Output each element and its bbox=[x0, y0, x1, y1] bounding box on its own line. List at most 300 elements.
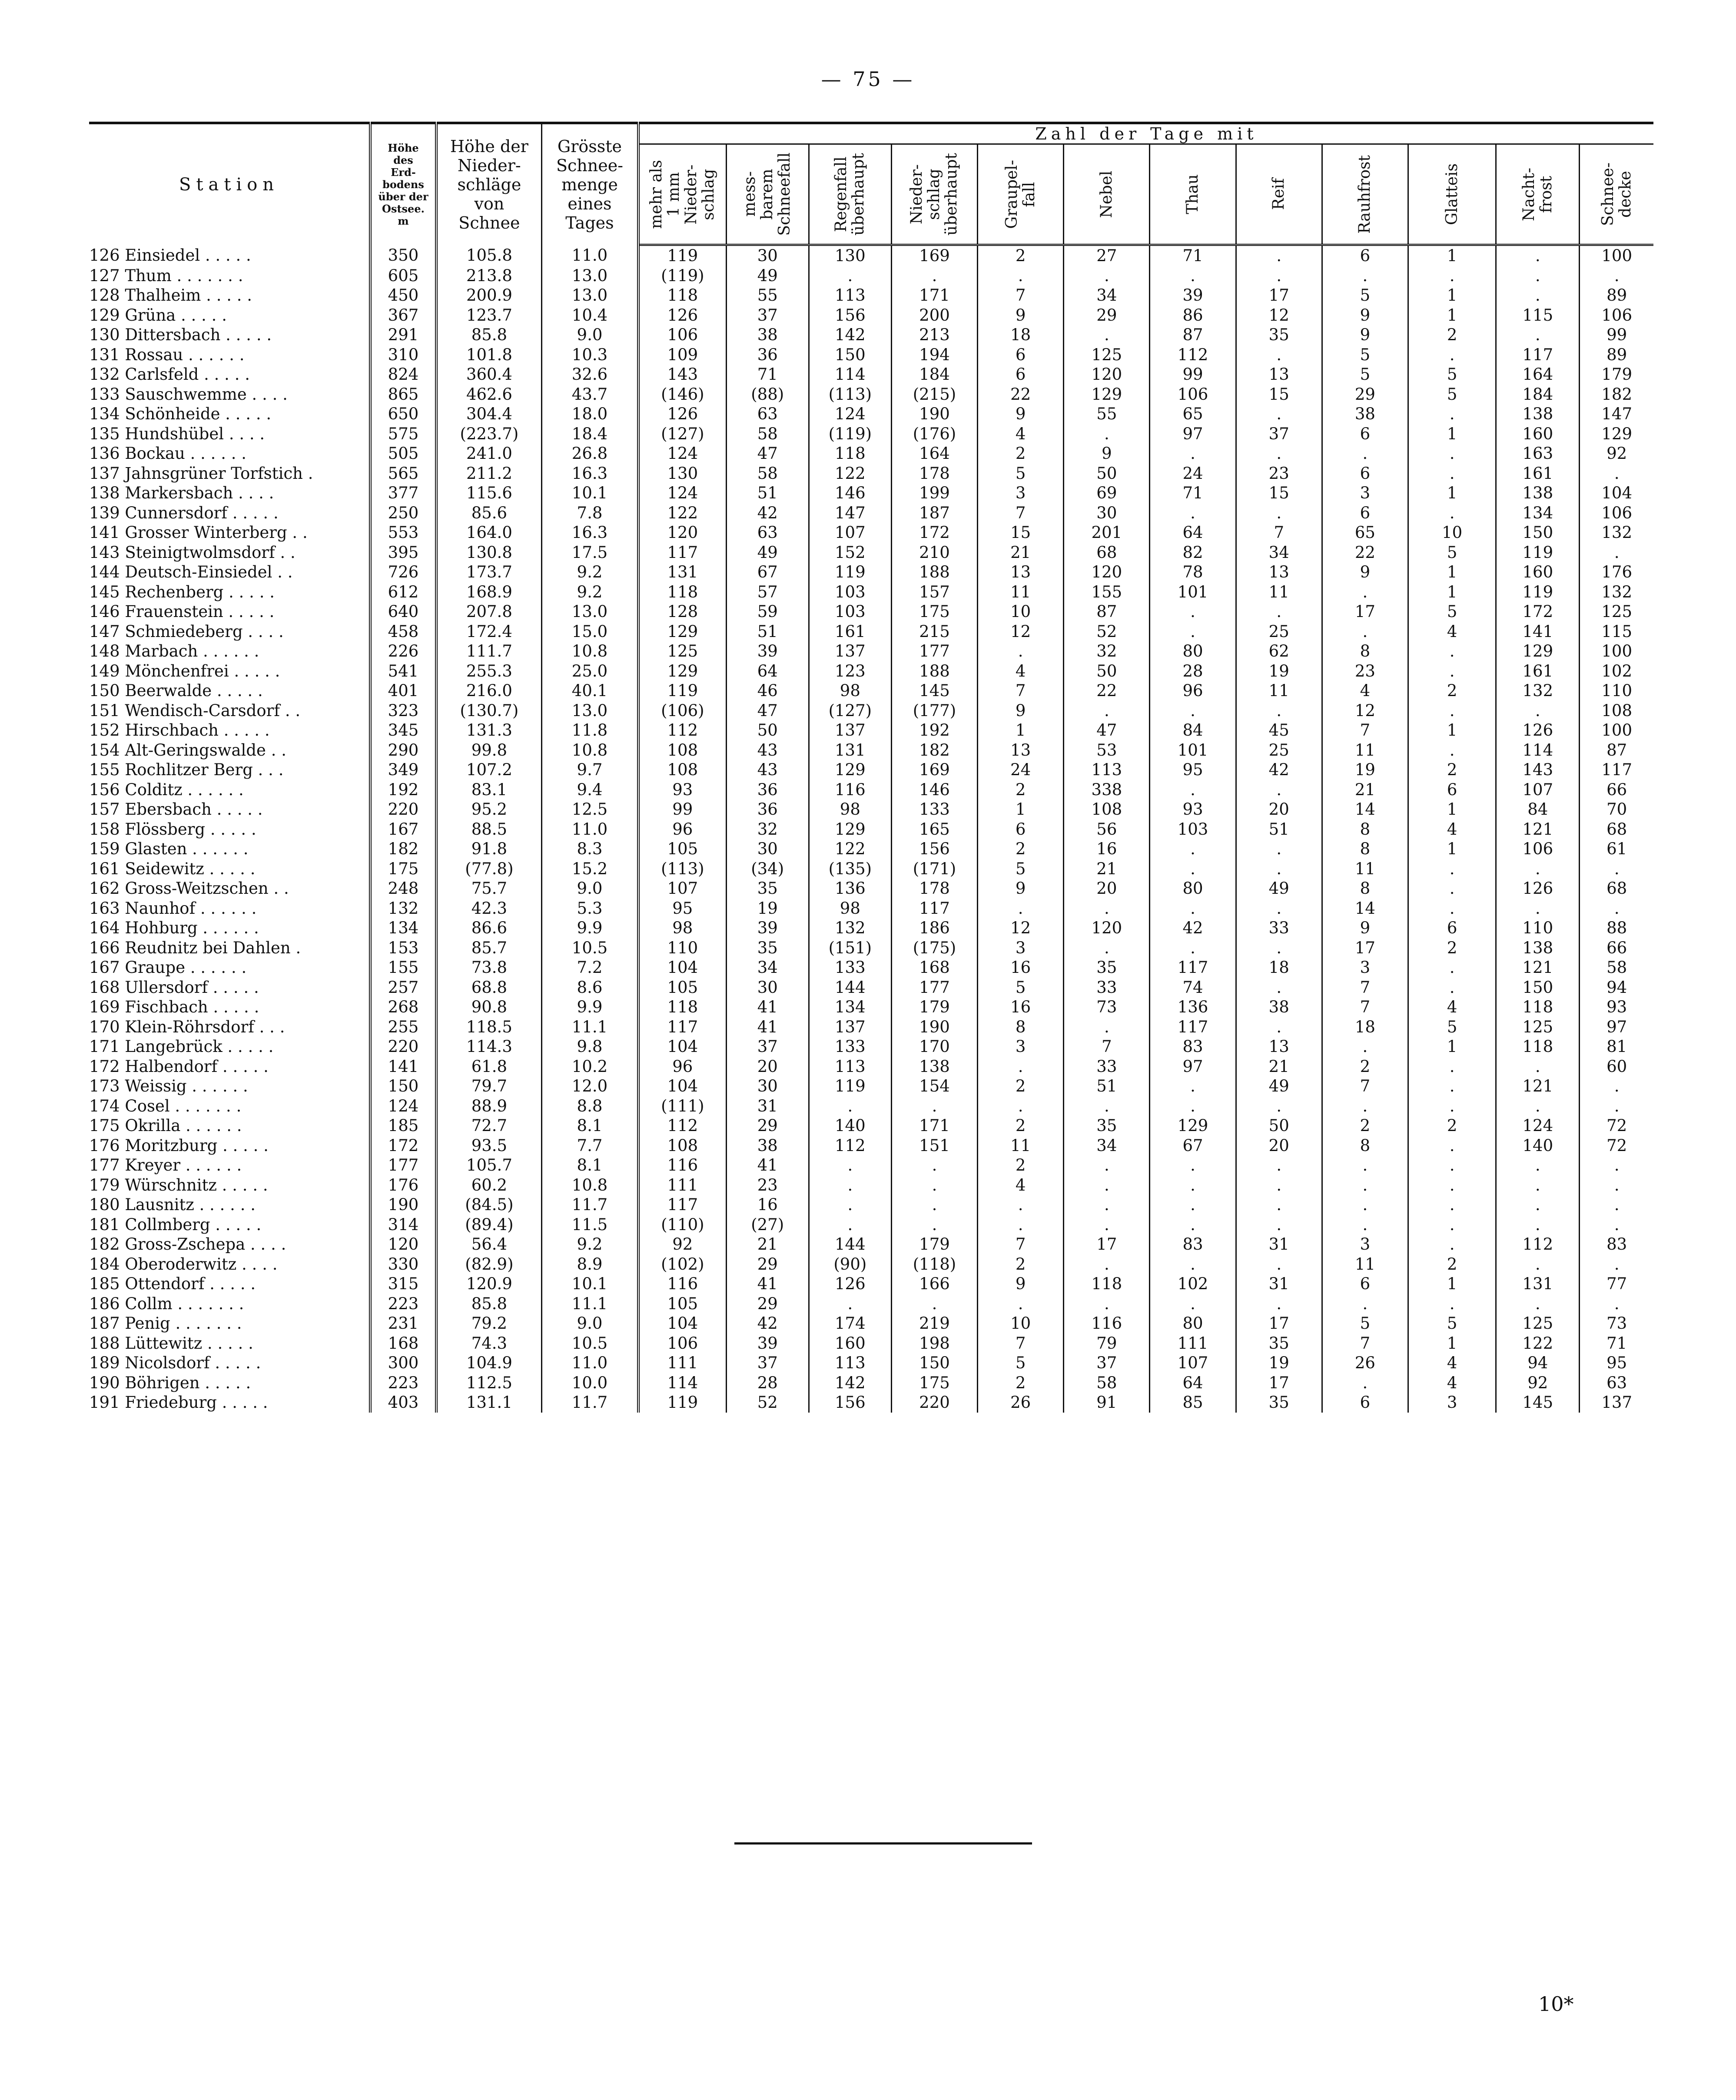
value-cell: . bbox=[809, 266, 891, 286]
value-cell: 104 bbox=[1580, 483, 1653, 503]
value-cell: 29 bbox=[1322, 385, 1408, 405]
value-cell: (118) bbox=[891, 1254, 977, 1274]
table-row bbox=[89, 523, 1653, 543]
value-cell: . bbox=[1580, 464, 1653, 484]
value-cell: 118 bbox=[638, 997, 726, 1017]
table-row bbox=[89, 483, 1653, 503]
value-cell: 77 bbox=[1580, 1274, 1653, 1294]
days-group-header: Zahl der Tage mit bbox=[638, 123, 1653, 144]
value-cell: 248 bbox=[370, 879, 436, 899]
station-name-cell: 149 Mönchenfrei . . . . . bbox=[89, 661, 280, 680]
value-cell: 146 bbox=[891, 780, 977, 800]
value-cell: 93 bbox=[1580, 997, 1653, 1017]
value-cell: 43.7 bbox=[542, 385, 638, 405]
value-cell: 1 bbox=[978, 800, 1064, 819]
value-cell: 37 bbox=[726, 1037, 809, 1057]
value-cell: 6 bbox=[1322, 424, 1408, 444]
station-name-cell: 157 Ebersbach . . . . . bbox=[89, 800, 263, 819]
snow-precip-header-text: Höhe der Nieder- schläge von Schnee bbox=[450, 136, 528, 232]
value-cell: 215 bbox=[891, 622, 977, 642]
value-cell: 1 bbox=[1408, 285, 1496, 305]
value-cell: 1 bbox=[1408, 1334, 1496, 1354]
value-cell: 132 bbox=[1580, 523, 1653, 543]
value-cell: . bbox=[809, 1155, 891, 1175]
value-cell: 12.5 bbox=[542, 800, 638, 819]
value-cell: 9 bbox=[978, 404, 1064, 424]
value-cell: 94 bbox=[1496, 1353, 1580, 1373]
value-cell: 105 bbox=[638, 1294, 726, 1314]
value-cell: 35 bbox=[1236, 1334, 1322, 1354]
value-cell: 330 bbox=[370, 1254, 436, 1274]
value-cell: 250 bbox=[370, 503, 436, 523]
value-cell: 116 bbox=[638, 1155, 726, 1175]
value-cell: 130 bbox=[638, 464, 726, 484]
table-row bbox=[89, 1294, 1653, 1314]
value-cell: . bbox=[1064, 701, 1150, 721]
value-cell: 35 bbox=[1064, 958, 1150, 978]
value-cell: 219 bbox=[891, 1314, 977, 1334]
value-cell: 132 bbox=[1496, 681, 1580, 701]
value-cell: . bbox=[891, 1294, 977, 1314]
value-cell: 31 bbox=[1236, 1274, 1322, 1294]
value-cell: 25.0 bbox=[542, 661, 638, 681]
value-cell: 125 bbox=[638, 641, 726, 661]
value-cell: 55 bbox=[726, 285, 809, 305]
table-row bbox=[89, 740, 1653, 760]
value-cell: 220 bbox=[370, 800, 436, 819]
value-cell: . bbox=[1580, 543, 1653, 563]
value-cell: 5 bbox=[1408, 543, 1496, 563]
value-cell: 92 bbox=[1496, 1373, 1580, 1393]
value-cell: . bbox=[1236, 1155, 1322, 1175]
value-cell: 350 bbox=[370, 245, 436, 266]
value-cell: . bbox=[1322, 622, 1408, 642]
value-cell: 16 bbox=[978, 958, 1064, 978]
value-cell: 185 bbox=[370, 1116, 436, 1136]
value-cell: . bbox=[1496, 1294, 1580, 1314]
value-cell: 21 bbox=[726, 1234, 809, 1254]
value-cell: 156 bbox=[809, 1393, 891, 1413]
value-cell: 136 bbox=[1150, 997, 1236, 1017]
value-cell: . bbox=[1408, 740, 1496, 760]
value-cell: 450 bbox=[370, 285, 436, 305]
value-cell: 129 bbox=[809, 760, 891, 780]
value-cell: . bbox=[1408, 404, 1496, 424]
value-cell: 128 bbox=[638, 602, 726, 622]
value-cell: 160 bbox=[1496, 562, 1580, 582]
value-cell: 131 bbox=[638, 562, 726, 582]
value-cell: 119 bbox=[638, 681, 726, 701]
value-cell: 9.7 bbox=[542, 760, 638, 780]
value-cell: 101 bbox=[1150, 582, 1236, 602]
value-cell: 10.8 bbox=[542, 1175, 638, 1195]
value-cell: 213 bbox=[891, 325, 977, 345]
bottom-rule bbox=[734, 1842, 1032, 1845]
value-cell: 97 bbox=[1580, 1017, 1653, 1037]
station-name-cell: 163 Naunhof . . . . . . bbox=[89, 899, 257, 918]
value-cell: . bbox=[891, 1155, 977, 1175]
footer-mark: 10* bbox=[1538, 1992, 1574, 2016]
value-cell: 117 bbox=[1150, 1017, 1236, 1037]
table-row bbox=[89, 424, 1653, 444]
value-cell: 178 bbox=[891, 464, 977, 484]
value-cell: . bbox=[978, 1215, 1064, 1235]
value-cell: 146 bbox=[809, 483, 891, 503]
value-cell: 9.2 bbox=[542, 582, 638, 602]
value-cell: 9 bbox=[978, 879, 1064, 899]
value-cell: 323 bbox=[370, 701, 436, 721]
table-row bbox=[89, 720, 1653, 740]
table-row bbox=[89, 245, 1653, 266]
value-cell: 30 bbox=[726, 978, 809, 998]
value-cell: 5 bbox=[978, 978, 1064, 998]
value-cell: . bbox=[1496, 1096, 1580, 1116]
value-cell: 29 bbox=[726, 1294, 809, 1314]
value-cell: 132 bbox=[809, 918, 891, 938]
value-cell: 11.1 bbox=[542, 1294, 638, 1314]
header-dew: Thau bbox=[1150, 144, 1236, 245]
value-cell: . bbox=[1322, 1175, 1408, 1195]
value-cell: 113 bbox=[1064, 760, 1150, 780]
value-cell: 80 bbox=[1150, 641, 1236, 661]
value-cell: 257 bbox=[370, 978, 436, 998]
station-name-cell: 145 Rechenberg . . . . . bbox=[89, 582, 275, 601]
value-cell: 107 bbox=[1496, 780, 1580, 800]
value-cell: 58 bbox=[1064, 1373, 1150, 1393]
value-cell: 175 bbox=[891, 602, 977, 622]
table-row bbox=[89, 839, 1653, 859]
value-cell: 13 bbox=[978, 562, 1064, 582]
value-cell: 118 bbox=[1064, 1274, 1150, 1294]
value-cell: (34) bbox=[726, 859, 809, 879]
value-cell: 1 bbox=[1408, 720, 1496, 740]
value-cell: 25 bbox=[1236, 740, 1322, 760]
value-cell: 17 bbox=[1236, 1373, 1322, 1393]
value-cell: 26.8 bbox=[542, 444, 638, 464]
value-cell: . bbox=[978, 1195, 1064, 1215]
value-cell: 138 bbox=[1496, 483, 1580, 503]
value-cell: 74 bbox=[1150, 978, 1236, 998]
value-cell: 9.4 bbox=[542, 780, 638, 800]
value-cell: 3 bbox=[978, 1037, 1064, 1057]
value-cell: 142 bbox=[809, 1373, 891, 1393]
value-cell: 119 bbox=[638, 1393, 726, 1413]
value-cell: 9 bbox=[978, 1274, 1064, 1294]
value-cell: . bbox=[1150, 602, 1236, 622]
value-cell: 126 bbox=[809, 1274, 891, 1294]
value-cell: 5 bbox=[1322, 1314, 1408, 1334]
value-cell: 87 bbox=[1580, 740, 1653, 760]
value-cell: 105 bbox=[638, 978, 726, 998]
value-cell: 129 bbox=[638, 661, 726, 681]
value-cell: 11.8 bbox=[542, 720, 638, 740]
value-cell: 9 bbox=[1322, 325, 1408, 345]
value-cell: . bbox=[1322, 1096, 1408, 1116]
value-cell: 5 bbox=[1408, 385, 1496, 405]
value-cell: 5 bbox=[1408, 1314, 1496, 1334]
value-cell: . bbox=[1322, 1294, 1408, 1314]
value-cell: 119 bbox=[809, 562, 891, 582]
table-row bbox=[89, 305, 1653, 325]
value-cell: 165 bbox=[891, 819, 977, 839]
value-cell: 91 bbox=[1064, 1393, 1150, 1413]
value-cell: 124 bbox=[1496, 1116, 1580, 1136]
station-name-cell: 126 Einsiedel . . . . . bbox=[89, 245, 251, 265]
value-cell: 108 bbox=[638, 1136, 726, 1156]
value-cell: . bbox=[1150, 622, 1236, 642]
value-cell: 129 bbox=[1064, 385, 1150, 405]
value-cell: . bbox=[1408, 345, 1496, 365]
value-cell: 99 bbox=[1580, 325, 1653, 345]
value-cell: 190 bbox=[891, 1017, 977, 1037]
value-cell: 93.5 bbox=[436, 1136, 542, 1156]
value-cell: 11 bbox=[978, 582, 1064, 602]
value-cell: . bbox=[1322, 1037, 1408, 1057]
value-cell: 103 bbox=[1150, 819, 1236, 839]
value-cell: 17 bbox=[1322, 602, 1408, 622]
value-cell: . bbox=[1408, 879, 1496, 899]
value-cell: 5 bbox=[1408, 1017, 1496, 1037]
station-name-cell: 152 Hirschbach . . . . . bbox=[89, 721, 270, 740]
value-cell: . bbox=[1150, 444, 1236, 464]
value-cell: 71 bbox=[1150, 245, 1236, 266]
value-cell: 67 bbox=[726, 562, 809, 582]
value-cell: 41 bbox=[726, 1274, 809, 1294]
value-cell: 79 bbox=[1064, 1334, 1150, 1354]
value-cell: 32 bbox=[1064, 641, 1150, 661]
value-cell: . bbox=[1580, 1195, 1653, 1215]
value-cell: 200.9 bbox=[436, 285, 542, 305]
value-cell: 30 bbox=[726, 245, 809, 266]
value-cell: 98 bbox=[809, 800, 891, 819]
value-cell: 64 bbox=[1150, 523, 1236, 543]
station-name-cell: 156 Colditz . . . . . . bbox=[89, 780, 244, 799]
value-cell: 33 bbox=[1064, 978, 1150, 998]
value-cell: 31 bbox=[1236, 1234, 1322, 1254]
value-cell: 118 bbox=[809, 444, 891, 464]
value-cell: 112 bbox=[1496, 1234, 1580, 1254]
value-cell: 79.2 bbox=[436, 1314, 542, 1334]
value-cell: 20 bbox=[1236, 800, 1322, 819]
value-cell: 24 bbox=[978, 760, 1064, 780]
value-cell: 102 bbox=[1580, 661, 1653, 681]
value-cell: (146) bbox=[638, 385, 726, 405]
table-row bbox=[89, 1195, 1653, 1215]
value-cell: 35 bbox=[1236, 325, 1322, 345]
value-cell: 19 bbox=[1236, 661, 1322, 681]
table-row bbox=[89, 345, 1653, 365]
value-cell: 213.8 bbox=[436, 266, 542, 286]
table-row bbox=[89, 1175, 1653, 1195]
value-cell: 68 bbox=[1580, 879, 1653, 899]
value-cell: . bbox=[1408, 1096, 1496, 1116]
value-cell: 106 bbox=[1496, 839, 1580, 859]
value-cell: 154 bbox=[891, 1076, 977, 1096]
value-cell: 605 bbox=[370, 266, 436, 286]
value-cell: 34 bbox=[1236, 543, 1322, 563]
value-cell: 41 bbox=[726, 1155, 809, 1175]
station-name-cell: 127 Thum . . . . . . . bbox=[89, 266, 243, 285]
value-cell: 98 bbox=[638, 918, 726, 938]
station-name-cell: 187 Penig . . . . . . . bbox=[89, 1314, 242, 1333]
value-cell: 160 bbox=[809, 1334, 891, 1354]
value-cell: 6 bbox=[1322, 245, 1408, 266]
value-cell: 106 bbox=[1580, 503, 1653, 523]
value-cell: 164 bbox=[891, 444, 977, 464]
value-cell: 18.4 bbox=[542, 424, 638, 444]
value-cell: 157 bbox=[891, 582, 977, 602]
value-cell: 156 bbox=[809, 305, 891, 325]
value-cell: 103 bbox=[809, 602, 891, 622]
value-cell: 175 bbox=[370, 859, 436, 879]
value-cell: 395 bbox=[370, 543, 436, 563]
value-cell: 111 bbox=[1150, 1334, 1236, 1354]
value-cell: 10.4 bbox=[542, 305, 638, 325]
value-cell: 1 bbox=[1408, 424, 1496, 444]
station-name-cell: 177 Kreyer . . . . . . bbox=[89, 1156, 242, 1174]
value-cell: 155 bbox=[370, 958, 436, 978]
value-cell: 38 bbox=[726, 325, 809, 345]
value-cell: 92 bbox=[638, 1234, 726, 1254]
value-cell: 32.6 bbox=[542, 365, 638, 385]
table-row bbox=[89, 760, 1653, 780]
value-cell: . bbox=[1580, 899, 1653, 919]
header-measurable-snow: mess- barem Schneefall bbox=[726, 144, 809, 245]
value-cell: . bbox=[1408, 266, 1496, 286]
value-cell: . bbox=[1064, 1175, 1150, 1195]
station-name-cell: 172 Halbendorf . . . . . bbox=[89, 1057, 269, 1076]
value-cell: 62 bbox=[1236, 641, 1322, 661]
value-cell: 53 bbox=[1064, 740, 1150, 760]
value-cell: 85 bbox=[1150, 1393, 1236, 1413]
value-cell: 99 bbox=[638, 800, 726, 819]
station-name-cell: 170 Klein-Röhrsdorf . . . bbox=[89, 1017, 285, 1036]
value-cell: 119 bbox=[1496, 582, 1580, 602]
value-cell: . bbox=[1408, 1155, 1496, 1175]
value-cell: . bbox=[1064, 1294, 1150, 1314]
value-cell: 99 bbox=[1150, 365, 1236, 385]
value-cell: 7 bbox=[1236, 523, 1322, 543]
value-cell: 201 bbox=[1064, 523, 1150, 543]
station-name-cell: 162 Gross-Weitzschen . . bbox=[89, 879, 289, 898]
value-cell: . bbox=[1322, 582, 1408, 602]
value-cell: . bbox=[1236, 978, 1322, 998]
value-cell: . bbox=[1236, 1175, 1322, 1195]
station-name-cell: 159 Glasten . . . . . . bbox=[89, 839, 249, 858]
value-cell: 3 bbox=[1322, 958, 1408, 978]
value-cell: 110 bbox=[638, 938, 726, 958]
station-name-cell: 154 Alt-Geringswalde . . bbox=[89, 740, 286, 760]
value-cell: 553 bbox=[370, 523, 436, 543]
value-cell: 156 bbox=[891, 839, 977, 859]
value-cell: 23 bbox=[1236, 464, 1322, 484]
station-name-cell: 132 Carlsfeld . . . . . bbox=[89, 365, 250, 384]
value-cell: 70 bbox=[1580, 800, 1653, 819]
value-cell: . bbox=[1408, 1136, 1496, 1156]
value-cell: 13 bbox=[1236, 1037, 1322, 1057]
value-cell: 147 bbox=[1580, 404, 1653, 424]
value-cell: . bbox=[1236, 404, 1322, 424]
table-row bbox=[89, 1215, 1653, 1235]
value-cell: 231 bbox=[370, 1314, 436, 1334]
station-name-cell: 143 Steinigtwolmsdorf . . bbox=[89, 543, 295, 562]
value-cell: 59 bbox=[726, 602, 809, 622]
value-cell: 120 bbox=[1064, 562, 1150, 582]
value-cell: 338 bbox=[1064, 780, 1150, 800]
station-name-cell: 186 Collm . . . . . . . bbox=[89, 1294, 244, 1313]
value-cell: . bbox=[1236, 345, 1322, 365]
value-cell: 112 bbox=[1150, 345, 1236, 365]
value-cell: 223 bbox=[370, 1373, 436, 1393]
value-cell: . bbox=[1236, 602, 1322, 622]
value-cell: 349 bbox=[370, 760, 436, 780]
value-cell: 120 bbox=[1064, 365, 1150, 385]
value-cell: 122 bbox=[1496, 1334, 1580, 1354]
value-cell: 8.6 bbox=[542, 978, 638, 998]
value-cell: 102 bbox=[1150, 1274, 1236, 1294]
value-cell: 83 bbox=[1150, 1234, 1236, 1254]
value-cell: 6 bbox=[1322, 1393, 1408, 1413]
altitude-header-text: Höhe des Erd- bodens über der Ostsee. m bbox=[378, 141, 428, 227]
value-cell: . bbox=[1150, 1215, 1236, 1235]
value-cell: 11 bbox=[1322, 740, 1408, 760]
value-cell: 291 bbox=[370, 325, 436, 345]
value-cell: 6 bbox=[978, 819, 1064, 839]
value-cell: 103 bbox=[809, 582, 891, 602]
value-cell: 16.3 bbox=[542, 523, 638, 543]
value-cell: . bbox=[1150, 859, 1236, 879]
value-cell: . bbox=[1408, 899, 1496, 919]
value-cell: 7 bbox=[1322, 978, 1408, 998]
value-cell: 12 bbox=[978, 918, 1064, 938]
value-cell: 118.5 bbox=[436, 1017, 542, 1037]
value-cell: 175 bbox=[891, 1373, 977, 1393]
value-cell: . bbox=[1150, 701, 1236, 721]
value-cell: 8 bbox=[1322, 839, 1408, 859]
value-cell: 9.9 bbox=[542, 918, 638, 938]
value-cell: 47 bbox=[726, 701, 809, 721]
value-cell: 164.0 bbox=[436, 523, 542, 543]
value-cell: . bbox=[1408, 464, 1496, 484]
value-cell: 3 bbox=[978, 938, 1064, 958]
value-cell: 255 bbox=[370, 1017, 436, 1037]
value-cell: (175) bbox=[891, 938, 977, 958]
value-cell: . bbox=[978, 641, 1064, 661]
value-cell: 26 bbox=[978, 1393, 1064, 1413]
station-name-cell: 128 Thalheim . . . . . bbox=[89, 286, 252, 305]
value-cell: 163 bbox=[1496, 444, 1580, 464]
value-cell: . bbox=[1408, 978, 1496, 998]
header-night-frost: Nacht- frost bbox=[1496, 144, 1580, 245]
table-row bbox=[89, 1393, 1653, 1413]
value-cell: 95 bbox=[638, 899, 726, 919]
value-cell: . bbox=[978, 1057, 1064, 1077]
value-cell: . bbox=[1064, 1254, 1150, 1274]
value-cell: 640 bbox=[370, 602, 436, 622]
value-cell: 177 bbox=[891, 978, 977, 998]
value-cell: 5 bbox=[978, 1353, 1064, 1373]
value-cell: 85.6 bbox=[436, 503, 542, 523]
value-cell: . bbox=[1496, 1057, 1580, 1077]
table-row bbox=[89, 641, 1653, 661]
value-cell: 8 bbox=[1322, 819, 1408, 839]
value-cell: 1 bbox=[1408, 582, 1496, 602]
altitude-header bbox=[370, 123, 436, 245]
value-cell: 43 bbox=[726, 740, 809, 760]
value-cell: 117 bbox=[638, 543, 726, 563]
value-cell: 5 bbox=[1322, 285, 1408, 305]
value-cell: 111.7 bbox=[436, 641, 542, 661]
